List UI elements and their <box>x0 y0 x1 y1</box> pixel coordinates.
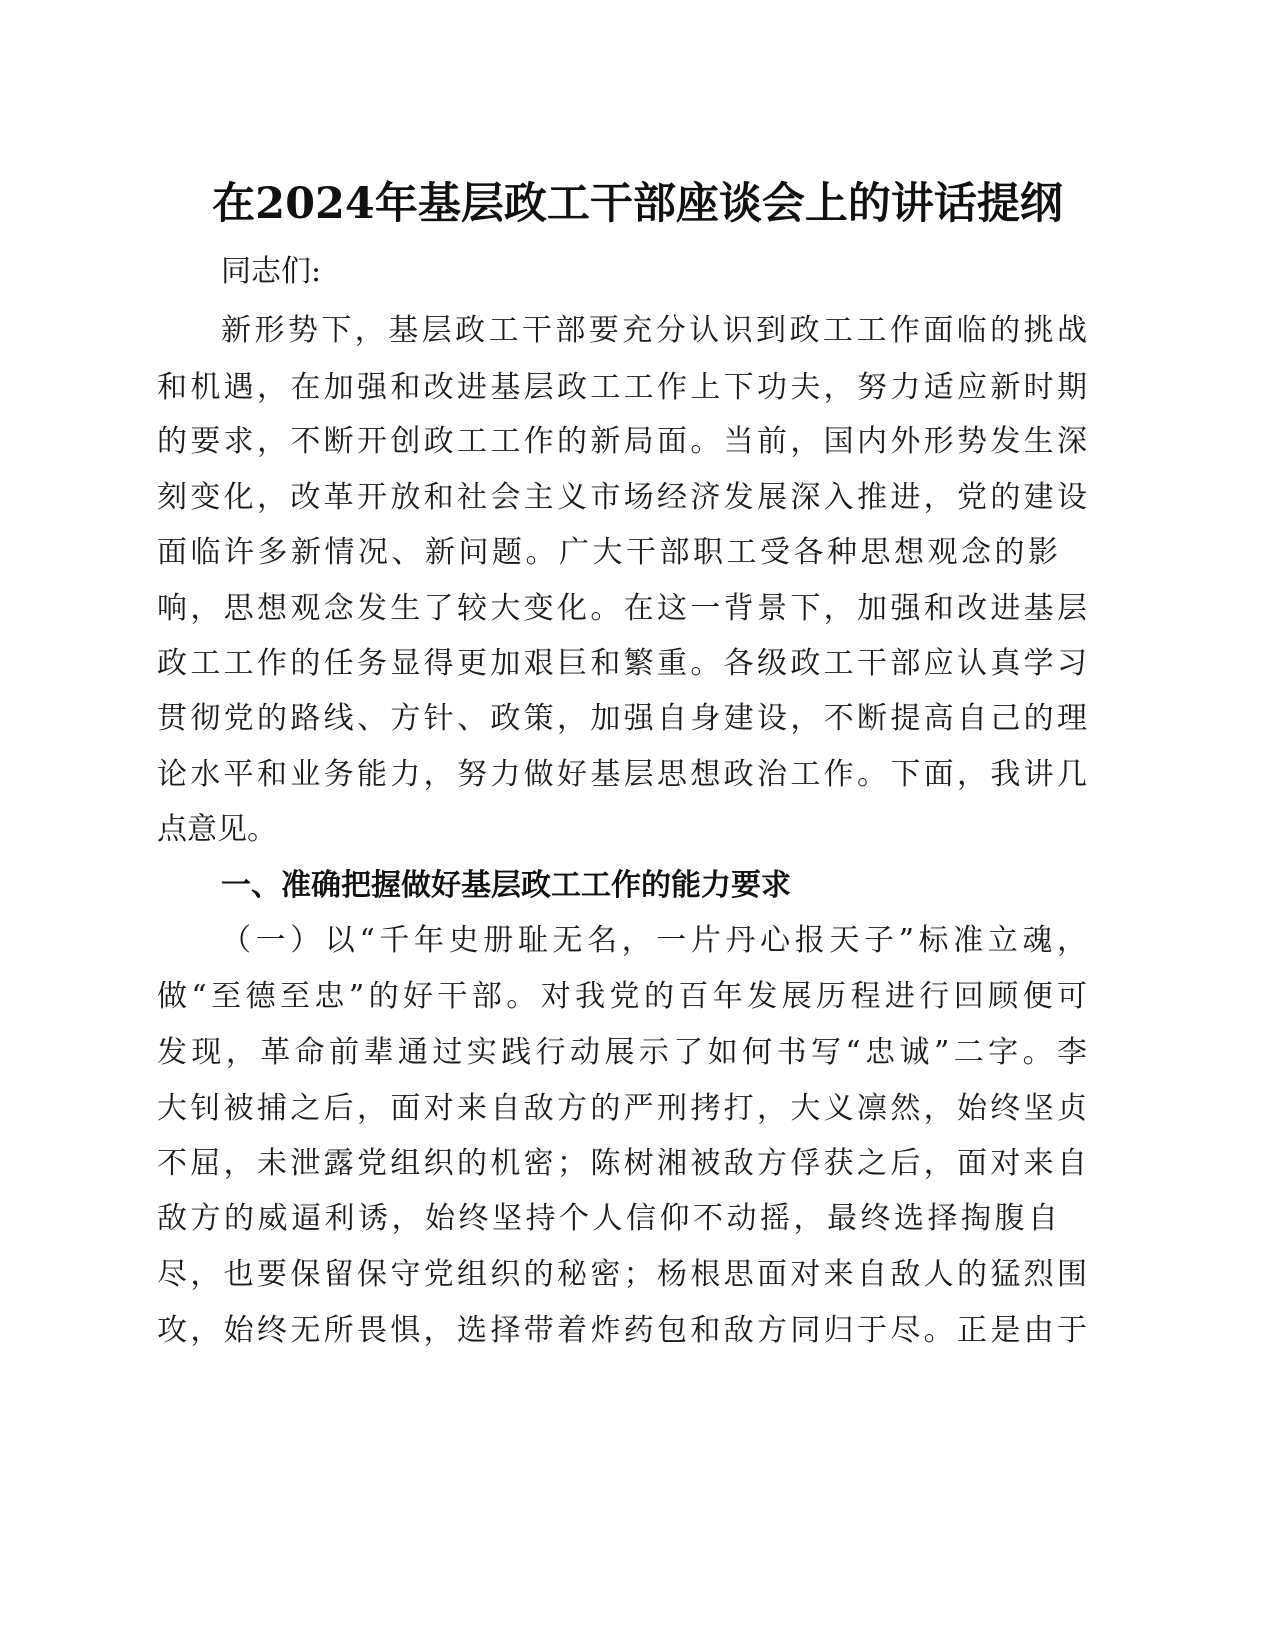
document-title: 在2024年基层政工干部座谈会上的讲话提纲 <box>212 179 1063 229</box>
paragraph-line: 大钊被捕之后，面对来自敌方的严刑拷打，大义凛然，始终坚贞 <box>157 1091 1087 1126</box>
paragraph-line: 不屈，未泄露党组织的机密；陈树湘被敌方俘获之后，面对来自 <box>157 1146 1087 1181</box>
paragraph-line: 政工工作的任务显得更加艰巨和繁重。各级政工干部应认真学习 <box>157 646 1087 681</box>
paragraph-line: 论水平和业务能力，努力做好基层思想政治工作。下面，我讲几 <box>157 757 1087 792</box>
section-heading: 一、准确把握做好基层政工工作的能力要求 <box>221 868 791 903</box>
paragraph-line: 发现，革命前辈通过实践行动展示了如何书写“忠诚”二字。李 <box>157 1035 1087 1070</box>
greeting: 同志们: <box>221 254 322 289</box>
paragraph-line: 攻，始终无所畏惧，选择带着炸药包和敌方同归于尽。正是由于 <box>157 1313 1087 1348</box>
paragraph-line: （一）以“千年史册耻无名，一片丹心报天子”标准立魂， <box>221 923 1087 958</box>
paragraph-line: 做“至德至忠”的好干部。对我党的百年发展历程进行回顾便可 <box>157 979 1087 1014</box>
paragraph-line: 刻变化，改革开放和社会主义市场经济发展深入推进，党的建设 <box>157 480 1087 515</box>
paragraph-line: 贯彻党的路线、方针、政策，加强自身建设，不断提高自己的理 <box>157 701 1087 736</box>
paragraph-line: 和机遇，在加强和改进基层政工工作上下功夫，努力适应新时期 <box>157 370 1087 405</box>
paragraph-line: 面临许多新情况、新问题。广大干部职工受各种思想观念的影 <box>157 535 1062 570</box>
paragraph-line: 新形势下，基层政工干部要充分认识到政工工作面临的挑战 <box>221 313 1087 348</box>
paragraph-line: 尽，也要保留保守党组织的秘密；杨根思面对来自敌人的猛烈围 <box>157 1257 1087 1292</box>
paragraph-line: 响，思想观念发生了较大变化。在这一背景下，加强和改进基层 <box>157 591 1087 626</box>
paragraph-line: 的要求，不断开创政工工作的新局面。当前，国内外形势发生深 <box>157 424 1087 459</box>
paragraph-line: 敌方的威逼利诱，始终坚持个人信仰不动摇，最终选择掏腹自 <box>157 1201 1062 1236</box>
paragraph-line: 点意见。 <box>157 812 277 847</box>
